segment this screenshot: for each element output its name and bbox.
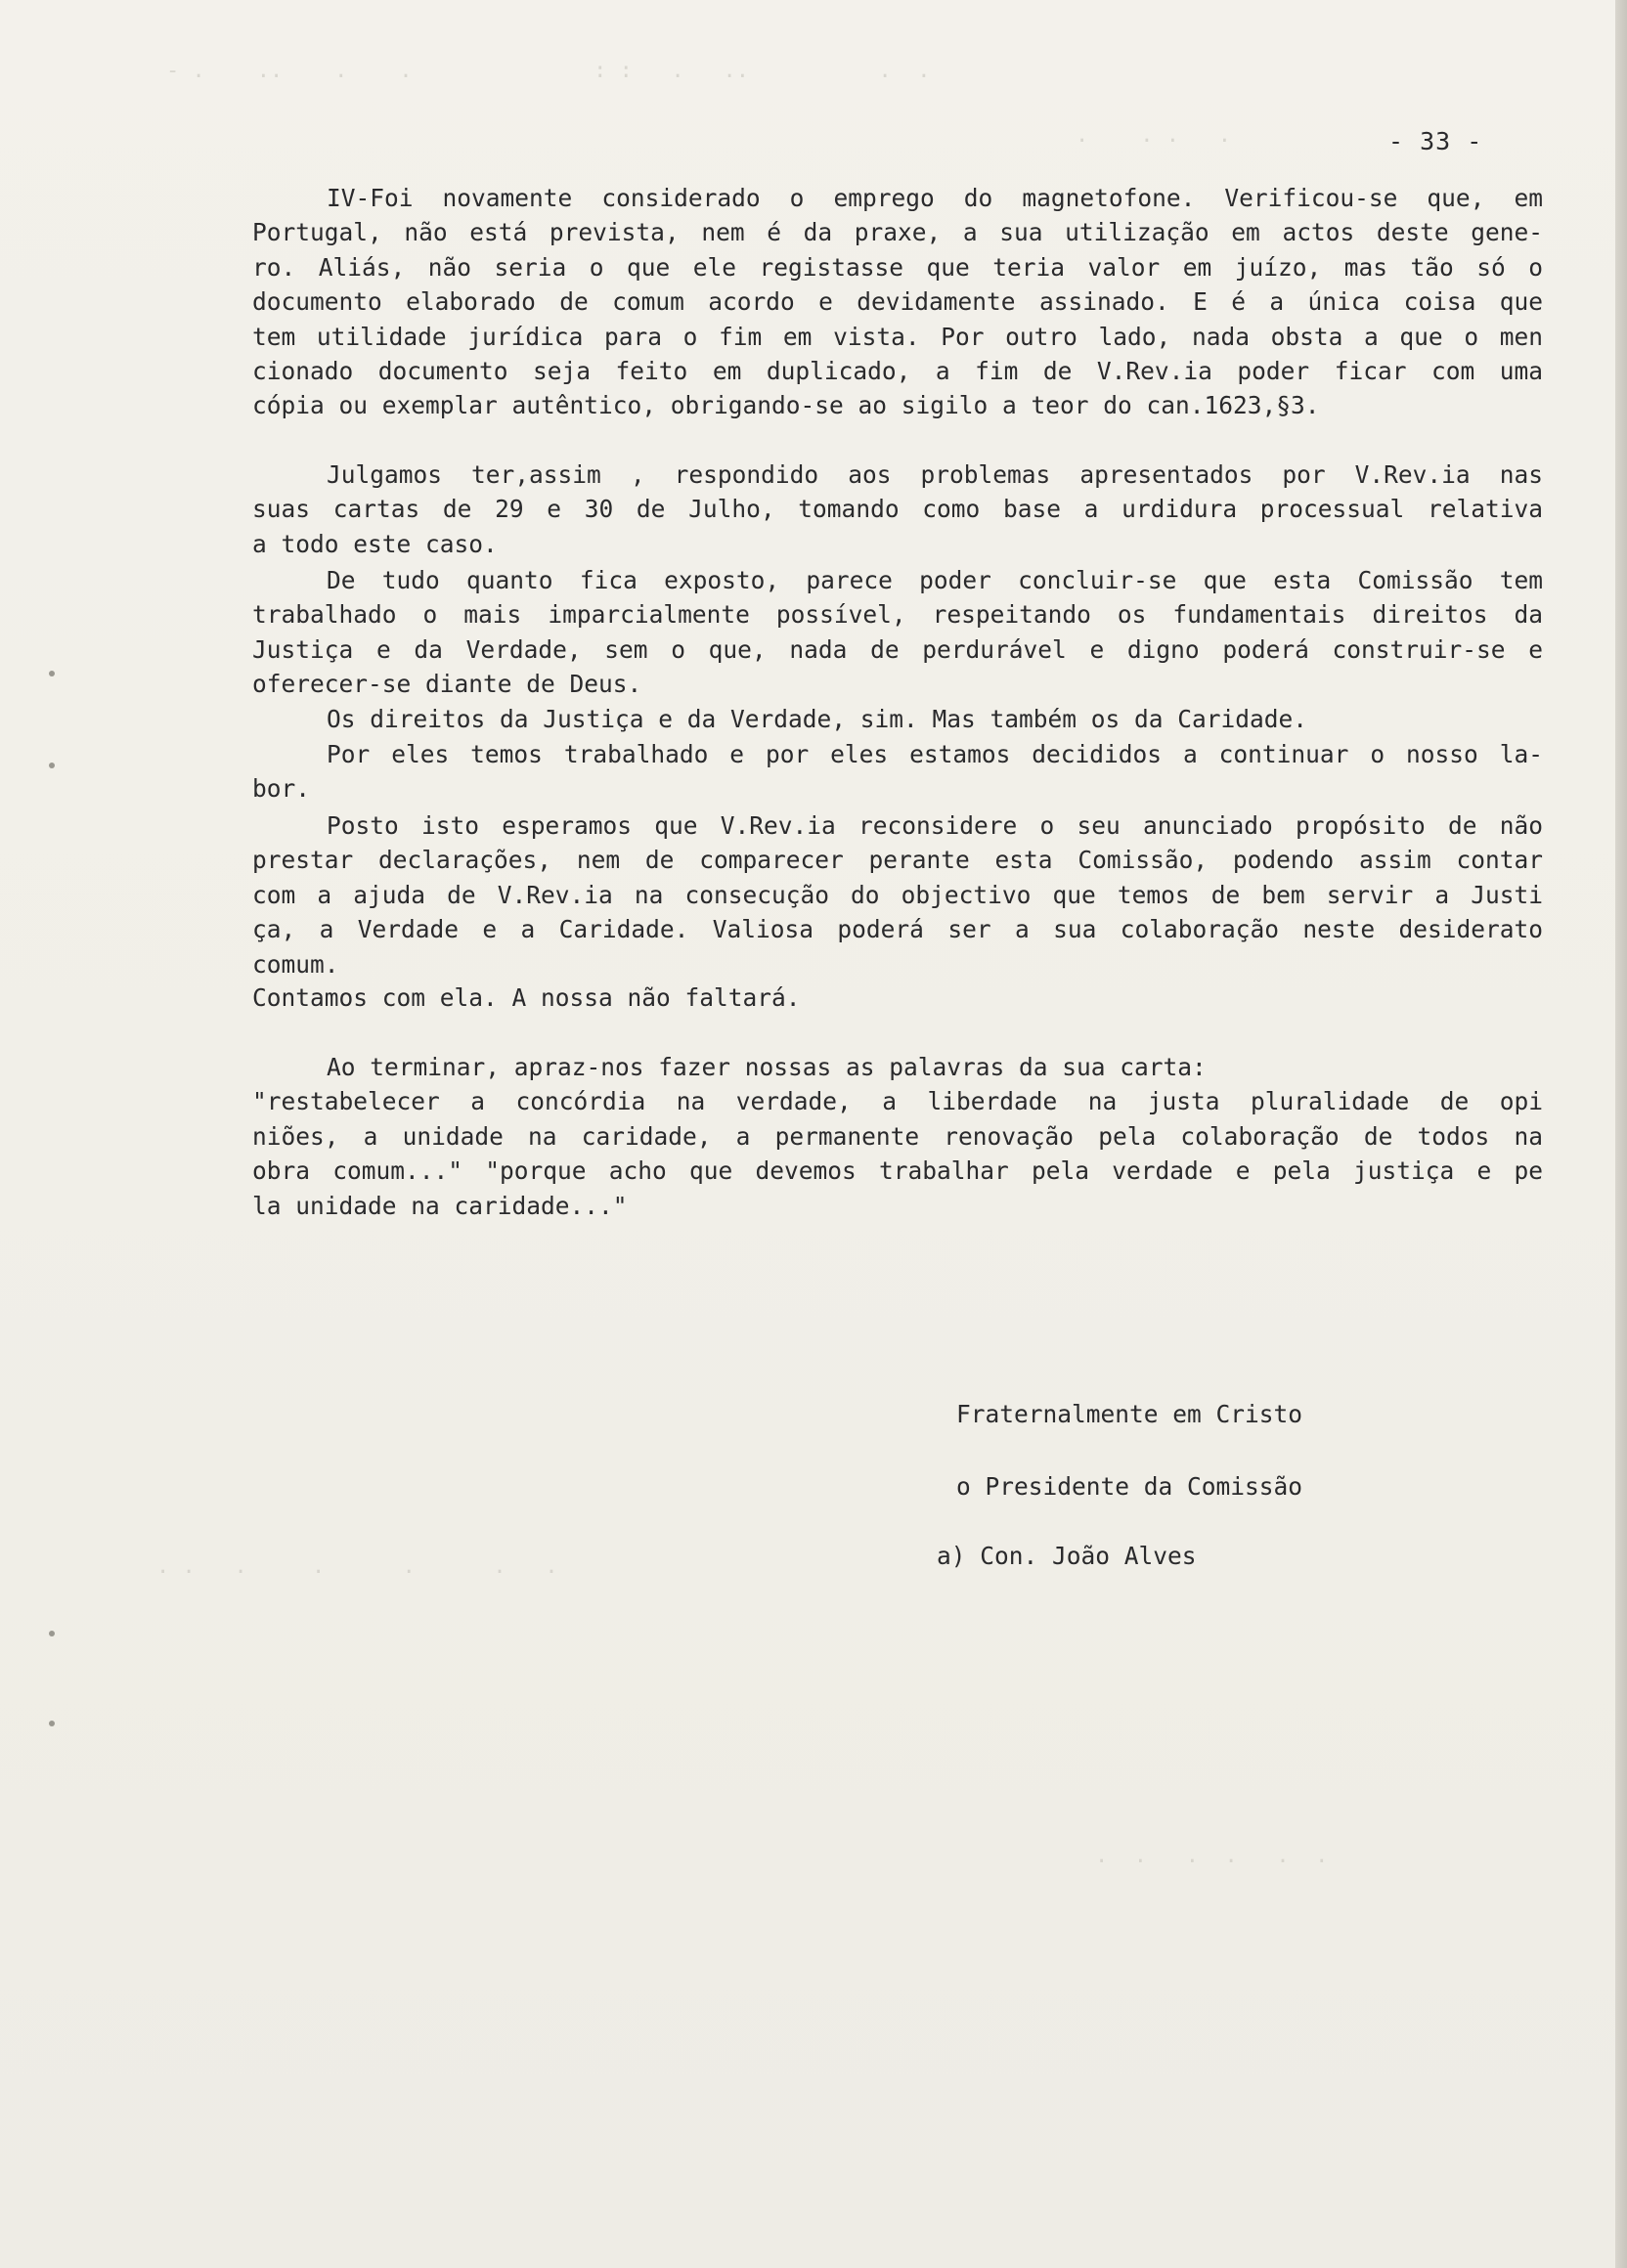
text-line: Os direitos da Justiça e da Verdade, sim. Mas também os da Caridade. [327, 705, 1308, 733]
signature: a) Con. João Alves [937, 1542, 1197, 1570]
text-line: cópia ou exemplar autêntico, obrigando-se ao sigilo a teor do can.1623,§3. [252, 391, 1320, 420]
text-line: trabalhado o mais imparcialmente possível, respeitando os fundamentais direitos da [252, 600, 1543, 630]
text-line: Posto isto esperamos que V.Rev.ia reconsidere o seu anunciado propósito de não [327, 811, 1543, 840]
page-edge [1615, 0, 1627, 2268]
text-line: prestar declarações, nem de comparecer perante esta Comissão, podendo assim contar [252, 846, 1543, 875]
closing-salutation: Fraternalmente em Cristo [956, 1400, 1303, 1428]
text-line: cionado documento seja feito em duplicado, a fim de V.Rev.ia poder ficar com uma [252, 356, 1543, 385]
text-line: IV-Foi novamente considerado o emprego do magnetofone. Verificou-se que, em [327, 184, 1543, 212]
bleed-through-mark: . . . . . . . [156, 1554, 558, 1579]
text-line: niões, a unidade na caridade, a permanente renovação pela colaboração de todos na [252, 1121, 1543, 1151]
paragraph-contamos [252, 981, 1543, 1015]
text-line: De tudo quanto fica exposto, parece poder concluir-se que esta Comissão tem [327, 566, 1543, 594]
text-line: ça, a Verdade e a Caridade. Valiosa poderá ser a sua colaboração neste desiderato [252, 915, 1543, 944]
page-number: - 33 - [1388, 127, 1483, 155]
paragraph-por-eles [252, 737, 1543, 807]
text-line: oferecer-se diante de Deus. [252, 670, 642, 699]
text-line: Julgamos ter,assim , respondido aos problemas apresentados por V.Rev.ia nas [327, 460, 1543, 489]
text-line: Por eles temos trabalhado e por eles estamos decididos a continuar o nosso la- [327, 740, 1543, 768]
text-line: suas cartas de 29 e 30 de Julho, tomando como base a urdidura processual relativa [252, 495, 1543, 524]
text-line: "restabelecer a concórdia na verdade, a liberdade na justa pluralidade de opi [252, 1087, 1543, 1116]
paragraph-de-tudo [252, 563, 1543, 702]
bleed-through-mark: . . . . . . [1095, 1844, 1329, 1868]
text-line: la unidade na caridade..." [252, 1191, 628, 1220]
paragraph-posto-isto [252, 808, 1543, 981]
paragraph-iv [252, 181, 1543, 423]
text-line: Portugal, não está prevista, nem é da praxe, a sua utilização em actos deste gene- [252, 218, 1543, 247]
speck [49, 671, 55, 676]
paragraph-ao-terminar [252, 1050, 1543, 1223]
text-line: obra comum..." "porque acho que devemos trabalhar pela verdade e pela justiça e pe [252, 1156, 1543, 1186]
text-line: ro. Aliás, não seria o que ele registasse que teria valor em juízo, mas tão só o [252, 252, 1543, 282]
bleed-through-mark: . . . . [1076, 123, 1231, 148]
bleed-through-mark: - . .. . . : : . .. . . [166, 59, 931, 83]
closing-role: o Presidente da Comissão [956, 1472, 1303, 1501]
text-line: documento elaborado de comum acordo e devidamente assinado. E é a única coisa que [252, 287, 1543, 317]
text-line: Contamos com ela. A nossa não faltará. [252, 983, 801, 1012]
text-line: tem utilidade jurídica para o fim em vista. Por outro lado, nada obsta a que o men [252, 322, 1543, 351]
text-line: bor. [252, 774, 311, 804]
text-line: com a ajuda de V.Rev.ia na consecução do objectivo que temos de bem servir a Justi [252, 880, 1543, 909]
text-line: Ao terminar, apraz-nos fazer nossas as palavras da sua carta: [327, 1053, 1207, 1081]
speck [49, 1721, 55, 1726]
speck [49, 1631, 55, 1636]
text-line: a todo este caso. [252, 529, 498, 558]
paragraph-os-direitos [252, 702, 1543, 736]
speck [49, 763, 55, 768]
text-line: Justiça e da Verdade, sem o que, nada de perdurável e digno poderá construir-se e [252, 634, 1543, 664]
paragraph-julgamos [252, 458, 1543, 561]
text-line: comum. [252, 949, 339, 979]
